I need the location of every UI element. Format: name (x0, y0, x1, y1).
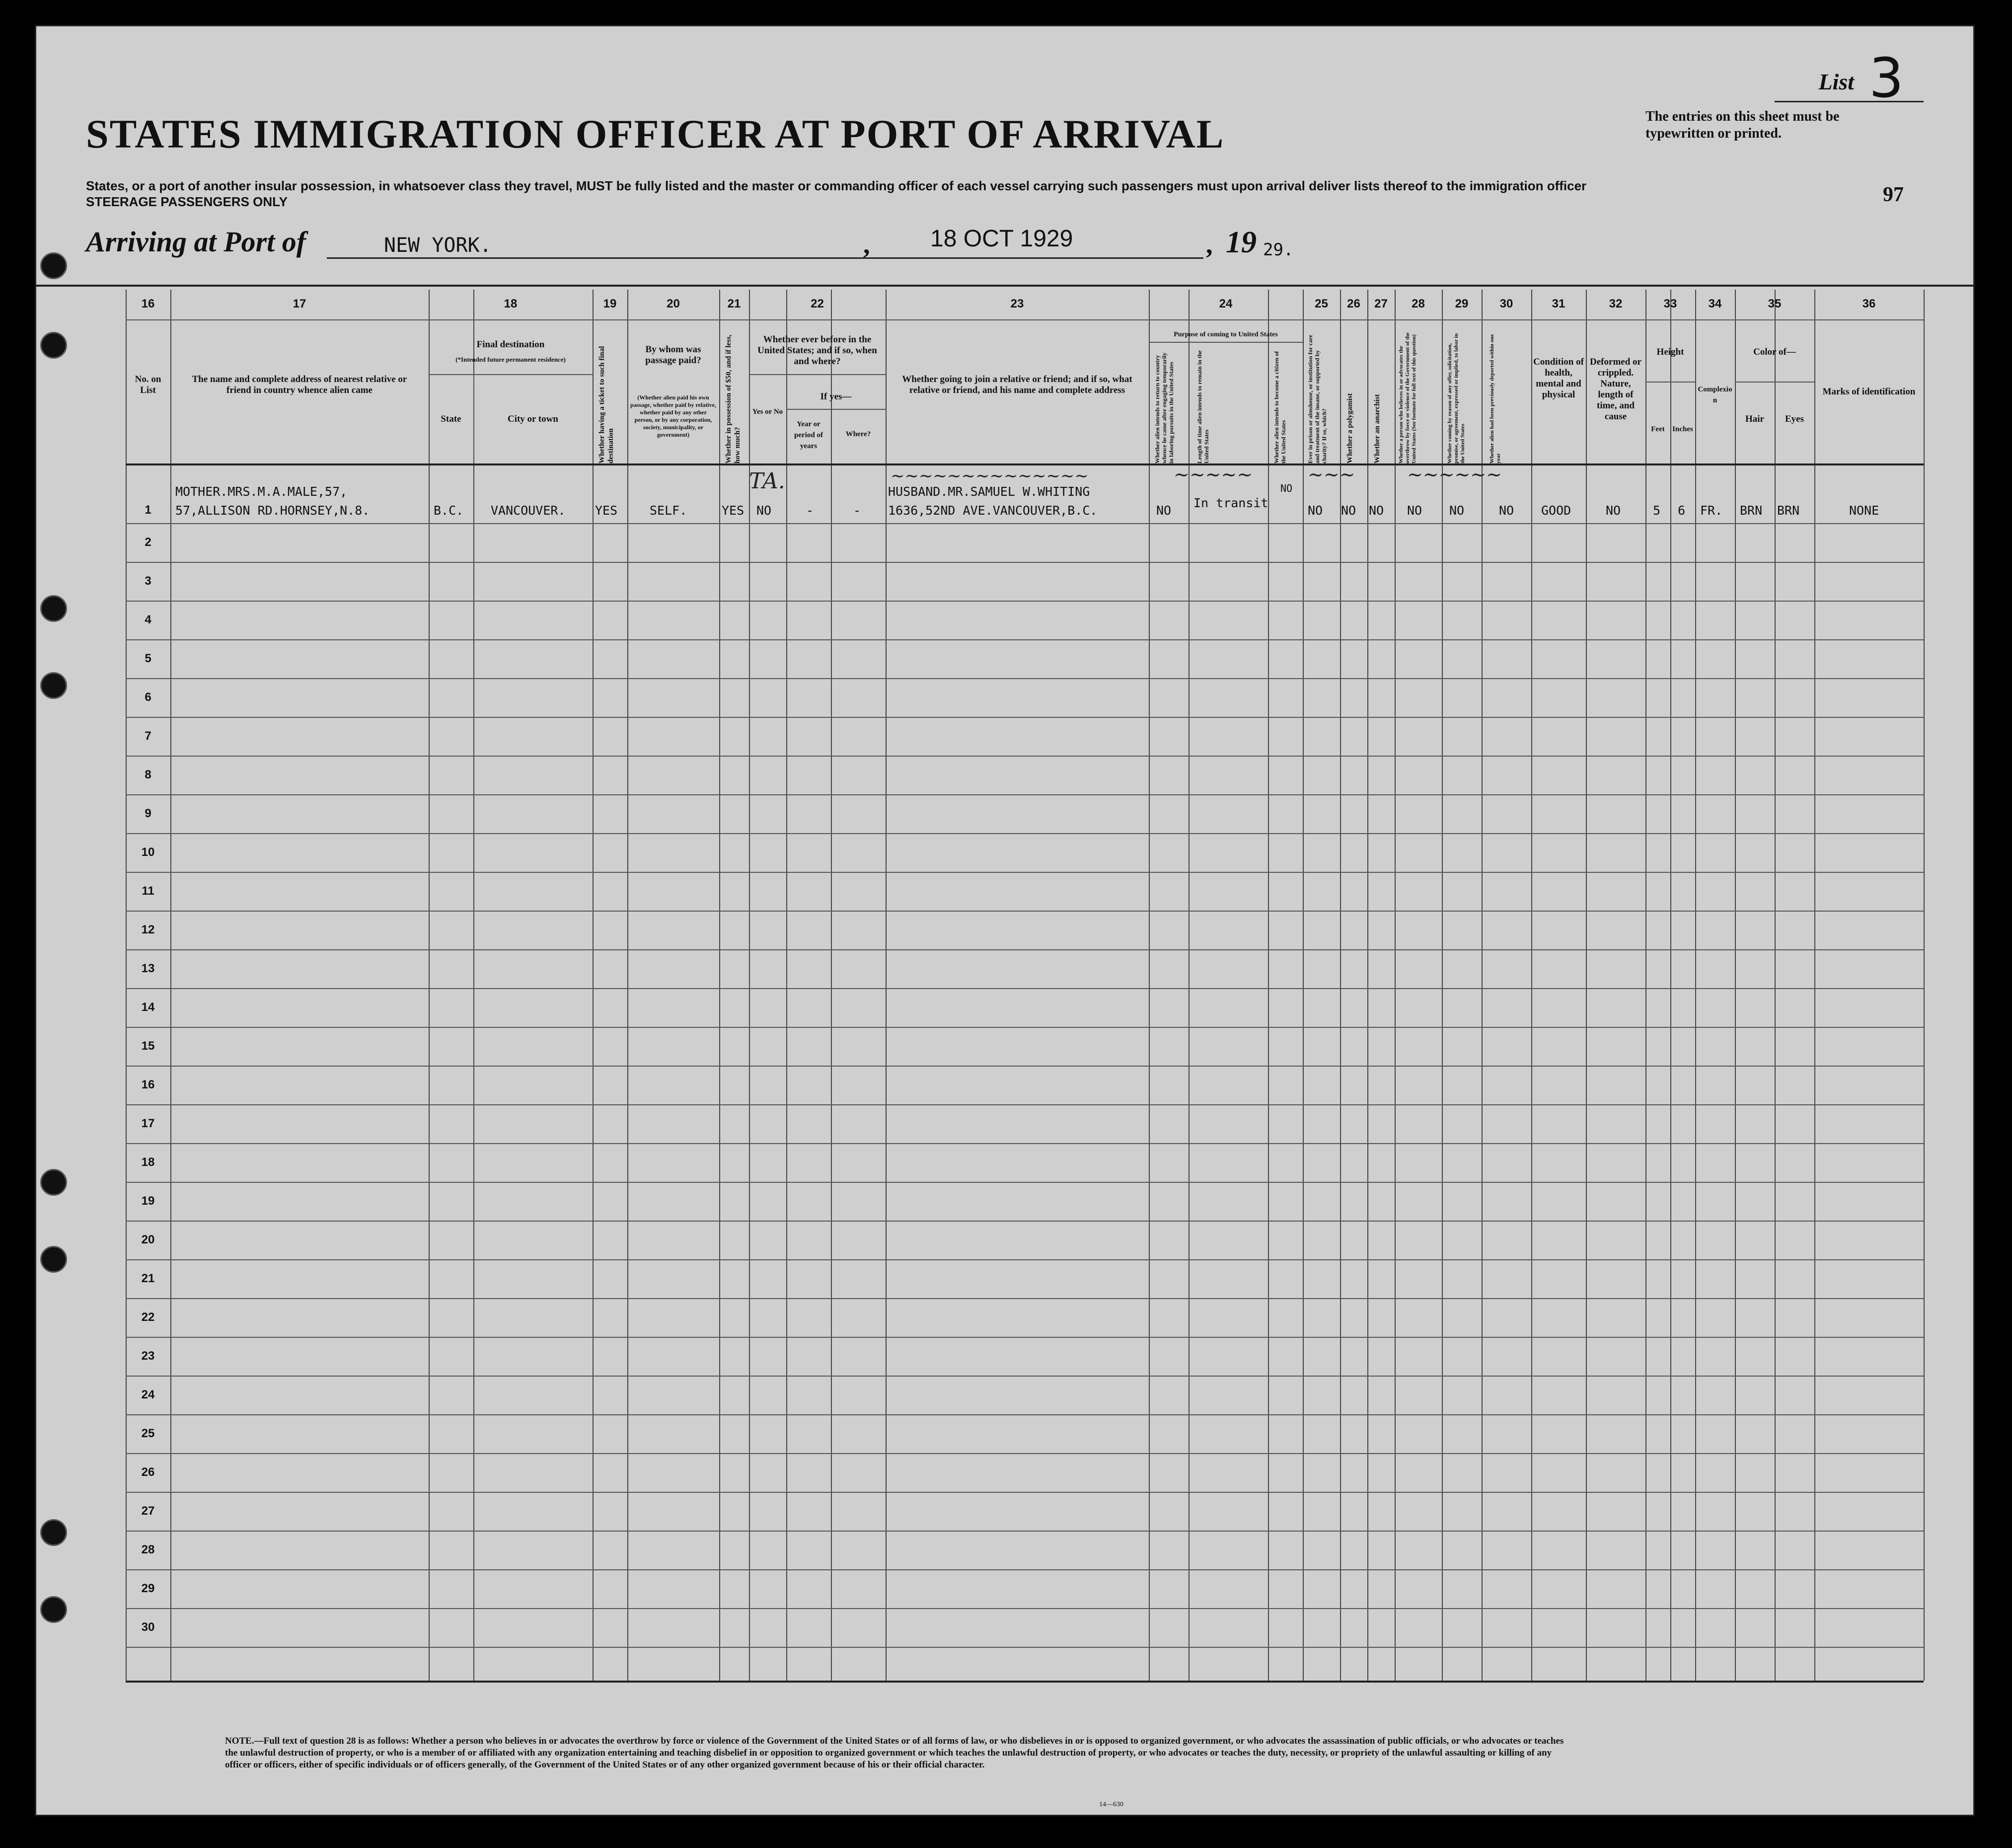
handwritten-annotation: ~~~~~~ (1407, 463, 1502, 485)
col-inches: Inches (1672, 425, 1693, 433)
complexion-value: FR. (1700, 503, 1723, 518)
column-divider (886, 290, 887, 1681)
row-number: 16 (141, 1078, 155, 1091)
column-divider (593, 290, 594, 1681)
page-title: STATES IMMIGRATION OFFICER AT PORT OF ARRIVAL (86, 111, 1225, 156)
row-number: 22 (141, 1310, 155, 1324)
return-value: NO (1156, 503, 1172, 518)
port-value: NEW YORK. (384, 234, 492, 257)
column-number: 24 (1219, 297, 1233, 310)
column-number: 35 (1768, 297, 1782, 310)
row-number: 25 (141, 1427, 155, 1440)
row-line (126, 1492, 1924, 1493)
inches-value: 6 (1678, 503, 1686, 518)
row-line (126, 794, 1924, 795)
join-line2: 1636,52ND AVE.VANCOUVER,B.C. (888, 503, 1098, 518)
col-length-of-stay: Length of time alien intends to remain in the United States (1196, 350, 1210, 463)
manifest-sheet (35, 25, 1975, 1816)
entries-note: The entries on this sheet must be typewritten or printed. (1645, 109, 1840, 141)
col-where: Where? (845, 430, 871, 438)
subheader-line (1149, 342, 1303, 343)
row-number: 28 (141, 1543, 155, 1556)
labor-value: NO (1449, 503, 1465, 518)
comma: , (1206, 230, 1213, 259)
row-number: 2 (145, 536, 151, 549)
col-citizen: Whether alien intends to become a citizen of the United States (1273, 351, 1287, 463)
column-divider (627, 290, 628, 1681)
marks-value: NONE (1849, 503, 1879, 518)
column-number: 17 (293, 297, 306, 310)
row-number: 12 (141, 923, 155, 936)
year-value: - (806, 503, 814, 518)
col-color: Color of— (1753, 347, 1796, 357)
prison-value: NO (1308, 503, 1323, 518)
row-line (126, 562, 1924, 563)
binder-hole (40, 1596, 67, 1623)
row-number: 4 (145, 613, 151, 626)
row-line (126, 833, 1924, 834)
comma: , (863, 230, 870, 259)
col-if-yes: If yes— (820, 391, 852, 402)
col-purpose: Purpose of coming to United States (1174, 331, 1278, 338)
column-divider (170, 290, 171, 1681)
row-number: 17 (141, 1117, 155, 1130)
col-city: City or town (507, 414, 559, 424)
row-line (126, 523, 1924, 524)
column-divider (1303, 290, 1304, 1681)
row-number: 27 (141, 1504, 155, 1518)
column-divider (1482, 290, 1483, 1681)
col-anarchist: Whether an anarchist (1373, 394, 1381, 463)
subheader-line (1735, 382, 1814, 383)
handwritten-annotation: ~~~~~~~~~~~~~~ (891, 466, 1089, 486)
manifest-table (36, 26, 1973, 1815)
column-divider (1340, 290, 1341, 1681)
column-divider (786, 290, 787, 1681)
col-prison: Ever in prison or almshouse, or institution for care and treatment of the insane, or supported by charity? If so, which? (1307, 334, 1328, 463)
col-polygamist: Whether a polygamist (1346, 393, 1354, 463)
column-number: 29 (1455, 297, 1469, 310)
row-line (126, 1414, 1924, 1415)
col-before-in-us: Whether ever before in the United States; and if so, when and where? (757, 334, 877, 367)
column-divider (1531, 290, 1532, 1681)
column-number: 33 (1663, 297, 1677, 310)
join-line1: HUSBAND.MR.SAMUEL W.WHITING (888, 484, 1090, 499)
column-divider (1442, 290, 1443, 1681)
column-number: 23 (1010, 297, 1024, 310)
column-number: 34 (1708, 297, 1722, 310)
handwritten-annotation: TA. (749, 468, 785, 494)
row-line (126, 1259, 1924, 1260)
row-number: 9 (145, 807, 151, 820)
col-final-destination-note: (*Intended future permanent residence) (455, 356, 566, 363)
column-number: 25 (1315, 297, 1328, 310)
column-number: 21 (727, 297, 741, 310)
row-line (126, 1376, 1924, 1377)
row-number: 7 (145, 729, 151, 743)
column-divider (1670, 290, 1671, 1681)
ticket-value: YES (595, 503, 618, 518)
row-number: 8 (145, 768, 151, 781)
row-number: 14 (141, 1001, 155, 1014)
subheader-line (429, 374, 593, 375)
row-line (126, 1066, 1924, 1067)
row-number: 1 (145, 503, 151, 517)
col-final-destination: Final destination (476, 339, 545, 350)
subheader-line (1645, 382, 1695, 383)
column-divider (1775, 290, 1776, 1681)
row-line (126, 1298, 1924, 1299)
arrival-date-stamp: 18 OCT 1929 (930, 226, 1073, 252)
col-passage-paid-note: (Whether alien paid his own passage, whether paid by relative, whether paid by any other person, or by any corporation, society, municipality, or government) (630, 394, 716, 438)
column-number: 16 (141, 297, 155, 310)
col-eyes: Eyes (1785, 414, 1804, 424)
column-number: 26 (1347, 297, 1360, 310)
row-line (126, 1569, 1924, 1570)
money-value: YES (722, 503, 745, 518)
feet-value: 5 (1653, 503, 1661, 518)
column-divider (1814, 290, 1815, 1681)
subtitle-line1: States, or a port of another insular possession, in whatsoever class they travel, MUST be fully listed and the master or commanding officer of each vessel carrying such passengers must upon arrival deliver lists thereof to the immigration officer (86, 178, 1587, 193)
header-row-line (126, 319, 1924, 320)
col-feet: Feet (1651, 425, 1665, 433)
column-number: 30 (1499, 297, 1513, 310)
binder-hole (40, 252, 67, 279)
column-number: 19 (603, 297, 617, 310)
row-number: 23 (141, 1349, 155, 1363)
row-number: 3 (145, 574, 151, 588)
col-year: Year or period of years (794, 420, 823, 450)
column-number: 27 (1374, 297, 1388, 310)
row-line (126, 1647, 1924, 1648)
column-number: 20 (667, 297, 680, 310)
where-value: - (853, 503, 861, 518)
deported-value: NO (1499, 503, 1514, 518)
row-line (126, 639, 1924, 640)
row-line (126, 756, 1924, 757)
column-divider (473, 290, 474, 1681)
row-number: 30 (141, 1620, 155, 1634)
row-number: 10 (141, 846, 155, 859)
handwritten-annotation: ~~~ (1308, 463, 1355, 485)
binder-hole (40, 595, 67, 622)
row-line (126, 717, 1924, 718)
binder-hole (40, 672, 67, 699)
col-no-on-list: No. on List (135, 374, 161, 395)
destination-city: VANCOUVER. (491, 503, 566, 518)
col-passage-paid: By whom was passage paid? (645, 344, 701, 366)
column-divider (1924, 290, 1925, 1681)
column-divider (1586, 290, 1587, 1681)
row-line (126, 1531, 1924, 1532)
row-number: 21 (141, 1272, 155, 1285)
relative-line1: MOTHER.MRS.M.A.MALE,57, (175, 484, 348, 499)
row-line (126, 872, 1924, 873)
col-health: Condition of health, mental and physical (1533, 357, 1584, 400)
column-divider (1367, 290, 1368, 1681)
binder-hole (40, 1246, 67, 1273)
year-prefix: 19 (1226, 226, 1257, 259)
citizen-value: NO (1280, 482, 1293, 494)
column-number: 36 (1862, 297, 1876, 310)
year-suffix: 29. (1263, 240, 1294, 260)
destination-state: B.C. (434, 503, 464, 518)
row-line (126, 911, 1924, 912)
row-line (126, 988, 1924, 989)
col-height: Height (1656, 347, 1684, 357)
column-divider (1645, 290, 1646, 1681)
row-number: 11 (142, 884, 154, 898)
column-number: 31 (1552, 297, 1565, 310)
row-line (126, 1608, 1924, 1609)
subtitle-line2: STEERAGE PASSENGERS ONLY (86, 194, 288, 209)
row-line (126, 601, 1924, 602)
col-fifty-dollars: Whether in possession of $50, and if less, how much? (725, 334, 742, 463)
row-number: 29 (141, 1582, 155, 1595)
col-deported: Whether alien had been previously deported within one year (1489, 334, 1501, 463)
col-hair: Hair (1745, 414, 1764, 424)
row-number: 6 (145, 691, 151, 704)
page-number: 97 (1883, 183, 1904, 206)
column-divider (719, 290, 720, 1681)
column-number: 22 (811, 297, 824, 310)
form-code: 14—630 (1099, 1801, 1123, 1808)
col-yes-no: Yes or No (752, 408, 783, 416)
row-number: 26 (141, 1465, 155, 1479)
row-number: 13 (141, 962, 155, 975)
arriving-label: Arriving at Port of (86, 226, 306, 258)
column-divider (749, 290, 750, 1681)
deformed-value: NO (1606, 503, 1621, 518)
row-line (126, 1143, 1924, 1144)
col-nearest-relative: The name and complete address of nearest relative or friend in country whence alien came (192, 374, 407, 395)
polygamist-value: NO (1341, 503, 1356, 518)
col-return: Whether alien intends to return to country whence he came after engaging temporarily in laboring pursuits in the United States (1154, 352, 1175, 463)
col-ticket: Whether having a ticket to such final destination (598, 346, 615, 463)
before-us-value: NO (756, 503, 772, 518)
footnote: NOTE.—Full text of question 28 is as follows: Whether a person who believes in or advocates the overthrow by force or violence of the Government of the United States or of all forms of law, or who disbelieves in or is opposed to organized government, or who advocates the assassination of public officials, or who advocates or teaches the unlawful destruction of property, or who is a member of or affiliated with any organization entertaining and teaching disbelief in or opposition to organized government or which teaches the unlawful destruction of property, or who advocates or teaches the duty, necessity, or propriety of the unlawful assaulting or killing of any officer or officers, either of specific individuals or of officers generally, of the Government of the United States or of any other organized government because of his or their official character. (225, 1736, 1564, 1770)
binder-hole (40, 1519, 67, 1546)
row-number: 18 (141, 1155, 155, 1169)
paid-by-value: SELF. (650, 503, 687, 518)
column-divider (1695, 290, 1696, 1681)
column-divider (1395, 290, 1396, 1681)
col-complexion: Complexion (1698, 385, 1732, 404)
row-line (126, 949, 1924, 950)
row-number: 19 (141, 1194, 155, 1208)
list-label: List (1818, 69, 1854, 94)
row-number: 15 (141, 1039, 155, 1053)
row-line (126, 678, 1924, 679)
column-divider (1149, 290, 1150, 1681)
column-divider (429, 290, 430, 1681)
column-number: 28 (1412, 297, 1425, 310)
row-number: 5 (145, 652, 151, 665)
col-marks: Marks of identification (1822, 386, 1916, 397)
column-divider (831, 290, 832, 1681)
binder-hole (40, 1169, 67, 1196)
col-contract-labor: Whether coming by reason of any offer, solicitation, promise, or agreement, expressed or implied, to labor in the United States (1447, 333, 1466, 463)
row-number: 24 (141, 1388, 155, 1401)
row-line (126, 1027, 1924, 1028)
overthrow-value: NO (1407, 503, 1422, 518)
relative-line2: 57,ALLISON RD.HORNSEY,N.8. (175, 503, 370, 518)
anarchist-value: NO (1369, 503, 1384, 518)
handwritten-annotation: ~~~~~ (1174, 463, 1253, 485)
column-number: 18 (504, 297, 518, 310)
column-divider (1189, 290, 1190, 1681)
row-line (126, 1221, 1924, 1222)
eyes-value: BRN (1777, 503, 1800, 518)
col-overthrow: Whether a person who believes in or advocates the overthrow by force or violence of the Government of the United States (See footnote for full text of this question) (1398, 332, 1417, 463)
length-value: In transit (1193, 496, 1268, 510)
subheader-line (786, 409, 886, 410)
row-line (126, 1104, 1924, 1105)
row-line (126, 1182, 1924, 1183)
row-line (126, 1453, 1924, 1454)
row-number: 20 (141, 1233, 155, 1246)
table-bottom-line (126, 1681, 1924, 1683)
header-bottom-line (126, 463, 1924, 465)
health-value: GOOD (1541, 503, 1571, 518)
col-state: State (441, 414, 461, 424)
column-number: 32 (1609, 297, 1623, 310)
subheader-line (749, 374, 886, 375)
column-divider (1735, 290, 1736, 1681)
col-join-relative: Whether going to join a relative or friend; and if so, what relative or friend, and his name and complete address (902, 374, 1132, 395)
col-deformed: Deformed or crippled. Nature, length of time, and cause (1590, 357, 1641, 422)
hair-value: BRN (1740, 503, 1763, 518)
list-number: 3 (1869, 46, 1904, 110)
row-line (126, 1337, 1924, 1338)
binder-hole (40, 332, 67, 359)
